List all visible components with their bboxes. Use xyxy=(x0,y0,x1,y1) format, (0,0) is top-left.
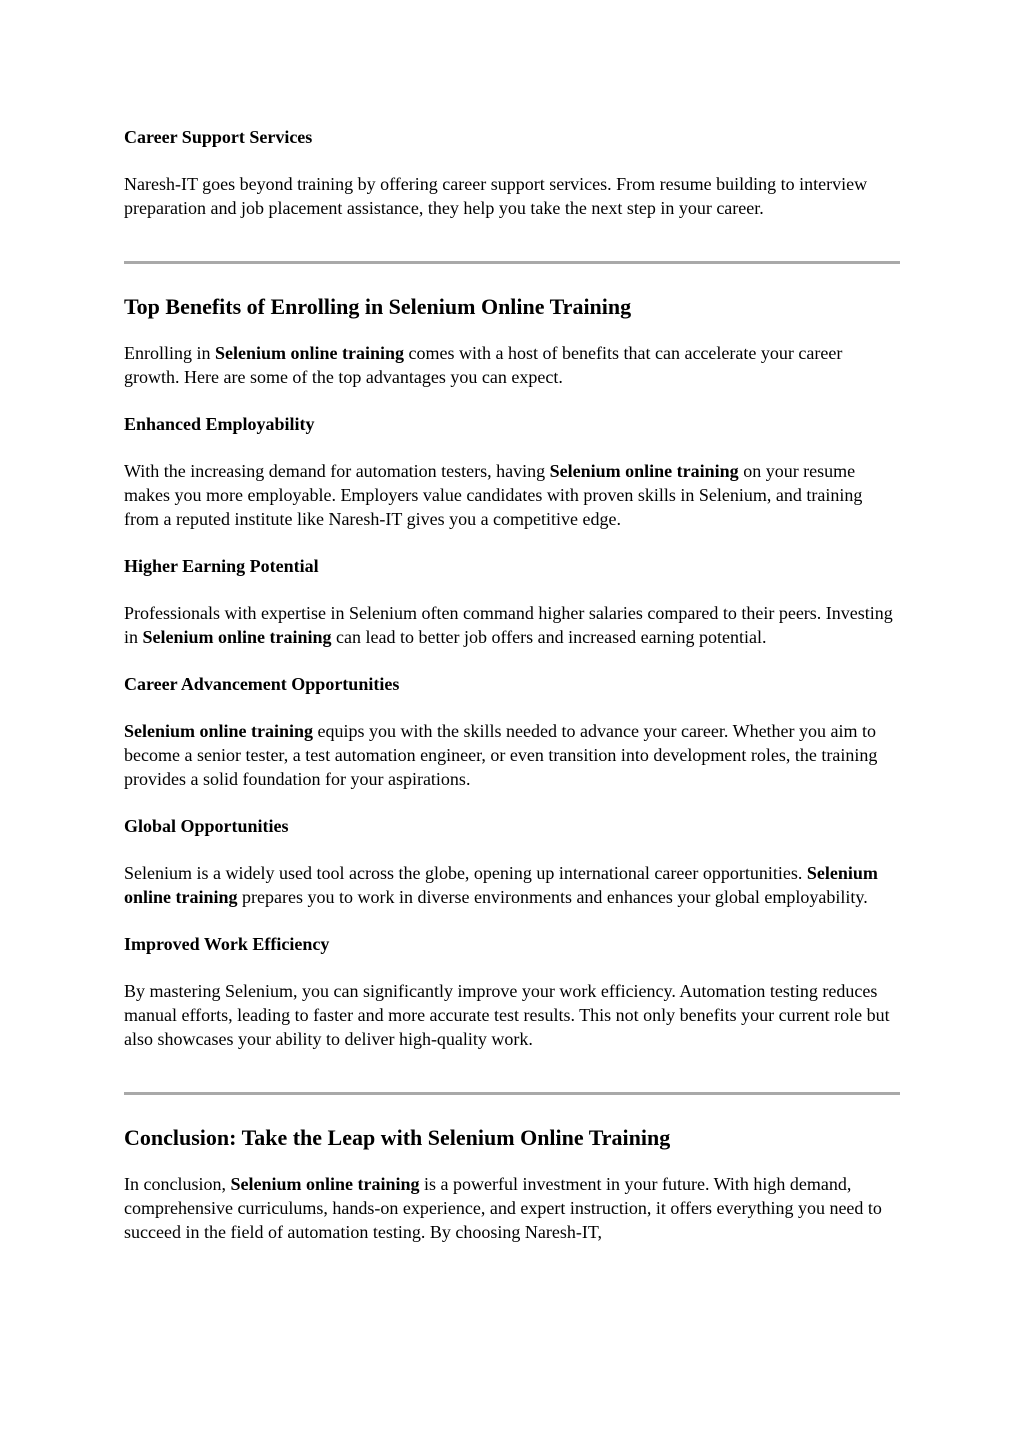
advancement-bold: Selenium online training xyxy=(124,721,314,741)
benefits-intro-paragraph xyxy=(124,341,900,389)
earning-text-end: can lead to better job offers and increased earning potential. xyxy=(331,627,767,647)
benefits-intro-bold: Selenium online training xyxy=(215,343,405,363)
conclusion-bold: Selenium online training xyxy=(230,1174,420,1194)
earning-paragraph xyxy=(124,601,900,649)
conclusion-paragraph xyxy=(124,1172,900,1244)
advancement-text-end: equips you with the skills needed to advance your career. Whether you aim to become a senior tester, a test automation engineer, or even transition into development roles, the training provides a solid foundation for your aspirations. xyxy=(124,721,878,789)
conclusion-text: In conclusion, xyxy=(124,1174,231,1194)
benefits-heading: Top Benefits of Enrolling in Selenium Online Training xyxy=(124,294,632,319)
global-text-end: prepares you to work in diverse environments and enhances your global employability. xyxy=(237,887,868,907)
global-paragraph xyxy=(124,861,900,909)
employability-bold: Selenium online training xyxy=(549,461,739,481)
conclusion-text-end: is a powerful investment in your future. With high demand, comprehensive curriculums, hands-on experience, and expert instruction, it offers everything you need to succeed in the field of automation testing. By choosing Naresh-IT, xyxy=(124,1174,882,1242)
global-heading: Global Opportunities xyxy=(124,816,289,836)
conclusion-heading: Conclusion: Take the Leap with Selenium Online Training xyxy=(124,1125,671,1150)
earning-heading: Higher Earning Potential xyxy=(124,556,319,576)
advancement-paragraph xyxy=(124,719,900,791)
benefits-intro-text-end: comes with a host of benefits that can accelerate your career growth. Here are some of the top advantages you can expect. xyxy=(124,343,843,387)
earning-bold: Selenium online training xyxy=(142,627,332,647)
career-support-heading: Career Support Services xyxy=(124,127,313,147)
global-text: Selenium is a widely used tool across the globe, opening up international career opportunities. xyxy=(124,863,807,883)
efficiency-heading: Improved Work Efficiency xyxy=(124,934,330,954)
benefits-intro-text: Enrolling in xyxy=(124,343,215,363)
employability-text-end: on your resume makes you more employable. Employers value candidates with proven skills in Selenium, and training from a reputed institute like Naresh-IT gives you a competitive edge. xyxy=(124,461,863,529)
earning-text: Professionals with expertise in Selenium often command higher salaries compared to their peers. Investing in xyxy=(124,603,893,647)
efficiency-paragraph: By mastering Selenium, you can significantly improve your work efficiency. Automation testing reduces manual efforts, leading to faster and more accurate test results. This not only benefits your current role but also showcases your ability to deliver high-quality work. xyxy=(124,981,890,1049)
global-bold: Selenium online training xyxy=(124,863,878,907)
career-support-paragraph: Naresh-IT goes beyond training by offering career support services. From resume building to interview preparation and job placement assistance, they help you take the next step in your career. xyxy=(124,174,868,218)
advancement-heading: Career Advancement Opportunities xyxy=(124,674,400,694)
employability-heading: Enhanced Employability xyxy=(124,414,315,434)
document-page xyxy=(124,125,900,1244)
employability-text: With the increasing demand for automation testers, having xyxy=(124,461,550,481)
employability-paragraph xyxy=(124,459,900,531)
